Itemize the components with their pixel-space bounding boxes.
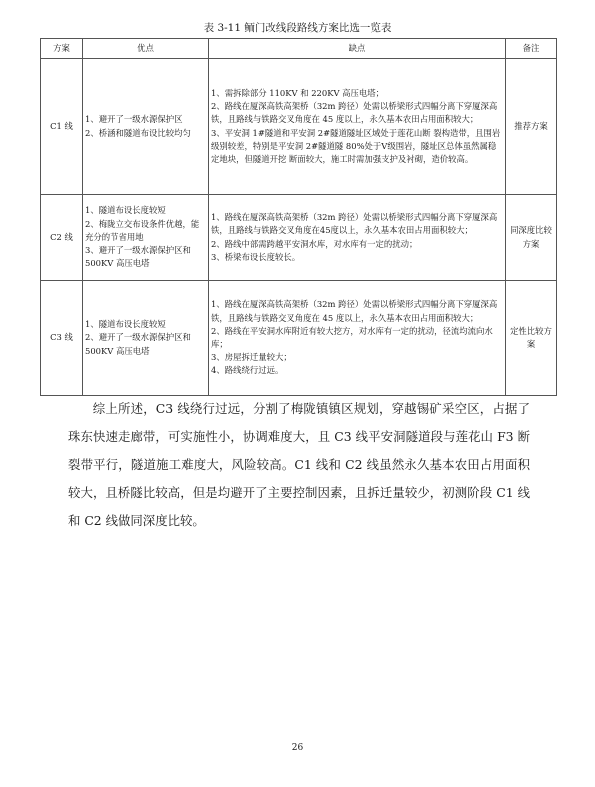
disadvantage-item: 3、桥梁布设长度较长。 bbox=[211, 251, 301, 262]
disadvantages-cell bbox=[209, 281, 506, 396]
table-row bbox=[41, 281, 557, 396]
header-scheme: 方案 bbox=[41, 39, 83, 59]
advantage-item: 2、避开了一级水源保护区和 500KV 高压电塔 bbox=[85, 332, 191, 356]
table-header-row bbox=[41, 39, 557, 59]
advantage-item: 1、隧道布设长度较短 bbox=[85, 205, 166, 216]
advantage-item: 1、隧道布设长度较短 bbox=[85, 319, 166, 330]
route-comparison-table bbox=[40, 38, 557, 396]
header-advantages: 优点 bbox=[83, 39, 209, 59]
scheme-cell: C3 线 bbox=[41, 281, 83, 396]
note-cell: 同深度比较方案 bbox=[506, 195, 557, 281]
advantages-cell bbox=[83, 59, 209, 195]
disadvantage-item: 3、房屋拆迁量较大； bbox=[211, 352, 292, 363]
header-note: 备注 bbox=[506, 39, 557, 59]
advantages-cell bbox=[83, 281, 209, 396]
header-disadvantages: 缺点 bbox=[209, 39, 506, 59]
disadvantages-cell bbox=[209, 59, 506, 195]
advantage-item: 2、桥涵和隧道布设比较均匀 bbox=[85, 127, 191, 138]
advantages-cell bbox=[83, 195, 209, 281]
advantage-item: 3、避开了一级水源保护区和 500KV 高压电塔 bbox=[85, 245, 191, 269]
disadvantage-item: 3、平安洞 1#隧道和平安洞 2#隧道隧址区域处于莲花山断 裂构造带，且围岩级别较差，特别是平安洞 2#隧道隧 80%处于V级围岩，隧址区总体虽然属稳定地块，但隧道开挖 断面较大，施工时需加强支护及衬砌，造价较高。 bbox=[211, 127, 501, 164]
disadvantage-item: 1、需拆除部分 110KV 和 220KV 高压电塔； bbox=[211, 87, 385, 98]
table-row bbox=[41, 195, 557, 281]
summary-paragraph: 综上所述，C3 线绕行过远，分割了梅陇镇镇区规划，穿越锡矿采空区，占据了珠东快速走廊带，可实施性小，协调难度大，且 C3 线平安洞隧道段与莲花山 F3 断裂带平行，隧道施工难度大，风险较高。C1 线和 C2 线虽然永久基本农田占用面积较大，且桥隧比较高，但是均避开了主要控制因素，且拆迁量较少，初测阶段 C1 线和 C2 线做同深度比较。 bbox=[68, 401, 530, 528]
table-row bbox=[41, 59, 557, 195]
disadvantage-item: 4、路线绕行过远。 bbox=[211, 365, 284, 376]
advantage-item: 2、梅陇立交布设条件优越，能充分的节省用地 bbox=[85, 218, 200, 242]
disadvantage-item: 2、路线在平安洞水库附近有较大挖方，对水库有一定的扰动，径流均流向水库； bbox=[211, 325, 493, 349]
disadvantage-item: 1、路线在厦深高铁高架桥（32m 跨径）处需以桥梁形式四幅分离下穿厦深高铁，且路线与铁路交叉角度在 45 度以上，永久基本农田占用面积较大； bbox=[211, 299, 498, 323]
page-number: 26 bbox=[291, 743, 304, 753]
disadvantages-cell bbox=[209, 195, 506, 281]
disadvantage-item: 2、路线中部需跨越平安洞水库，对水库有一定的扰动； bbox=[211, 238, 418, 249]
scheme-cell: C1 线 bbox=[41, 59, 83, 195]
note-cell: 推荐方案 bbox=[506, 59, 557, 195]
disadvantage-item: 1、路线在厦深高铁高架桥（32m 跨径）处需以桥梁形式四幅分离下穿厦深高铁，且路线与铁路交叉角度在45度以上，永久基本农田占用面积较大； bbox=[211, 212, 498, 236]
scheme-cell: C2 线 bbox=[41, 195, 83, 281]
advantage-item: 1、避开了一级水源保护区 bbox=[85, 114, 183, 125]
note-cell: 定性比较方案 bbox=[506, 281, 557, 396]
table-caption: 表 3-11 鲕门改线段路线方案比选一览表 bbox=[203, 22, 392, 34]
disadvantage-item: 2、路线在厦深高铁高架桥（32m 跨径）处需以桥梁形式四幅分离下穿厦深高铁，且路线与铁路交叉角度在 45 度以上，永久基本农田占用面积较大； bbox=[211, 101, 498, 125]
